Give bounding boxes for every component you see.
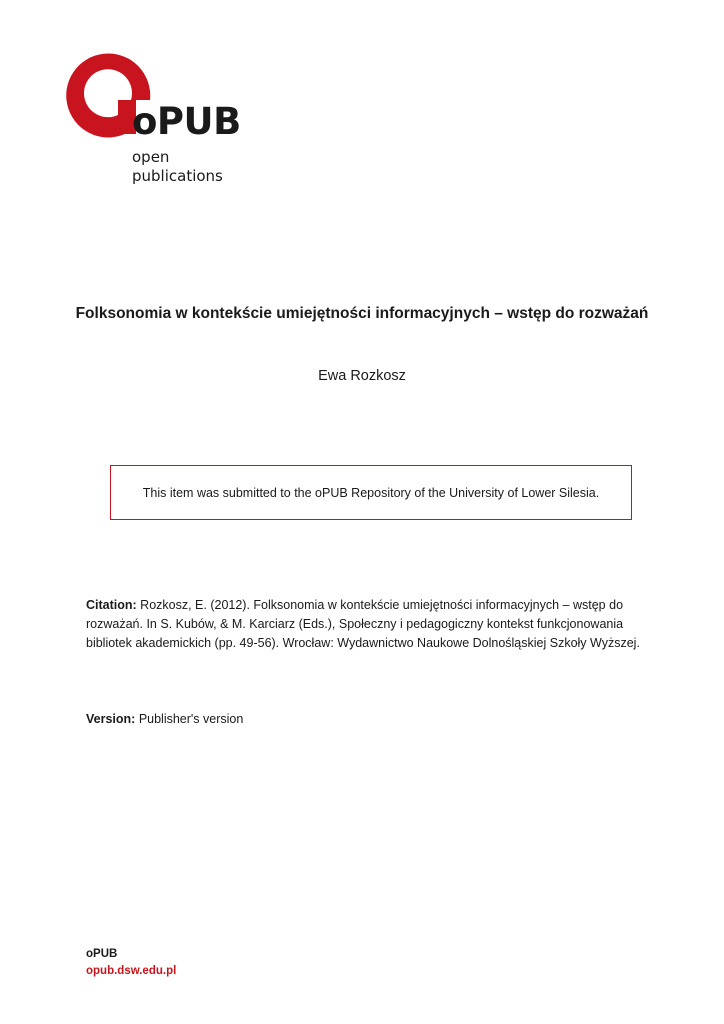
logo-subtitle <box>132 148 223 186</box>
document-title: Folksonomia w kontekście umiejętności informacyjnych – wstęp do rozważań <box>75 305 649 322</box>
version <box>86 712 243 726</box>
logo-wordmark: oPUB <box>132 100 241 143</box>
opub-logo <box>58 40 258 190</box>
citation-label: Citation: <box>86 598 137 612</box>
logo-subtitle-line1: open <box>132 148 170 166</box>
footer-name: oPUB <box>86 948 118 960</box>
logo-subtitle-line2: publications <box>132 167 223 185</box>
footer-url-link[interactable]: opub.dsw.edu.pl <box>86 965 177 977</box>
version-label: Version: <box>86 712 136 726</box>
repository-notice <box>110 465 632 520</box>
author-name: Ewa Rozkosz <box>318 368 406 384</box>
citation <box>86 596 646 653</box>
repository-notice-text: This item was submitted to the oPUB Repository of the University of Lower Silesia. <box>142 485 600 500</box>
version-text: Publisher's version <box>138 712 244 726</box>
citation-text: Rozkosz, E. (2012). Folksonomia w kontekście umiejętności informacyjnych – wstęp do rozważań. In S. Kubów, & M. Karciarz (Eds.), Społeczny i pedagogiczny kontekst funkcjonowania bibliotek akademickich (pp. 49-56). Wrocław: Wydawnictwo Naukowe Dolnośląskiej Szkoły Wyższej. <box>86 598 640 650</box>
